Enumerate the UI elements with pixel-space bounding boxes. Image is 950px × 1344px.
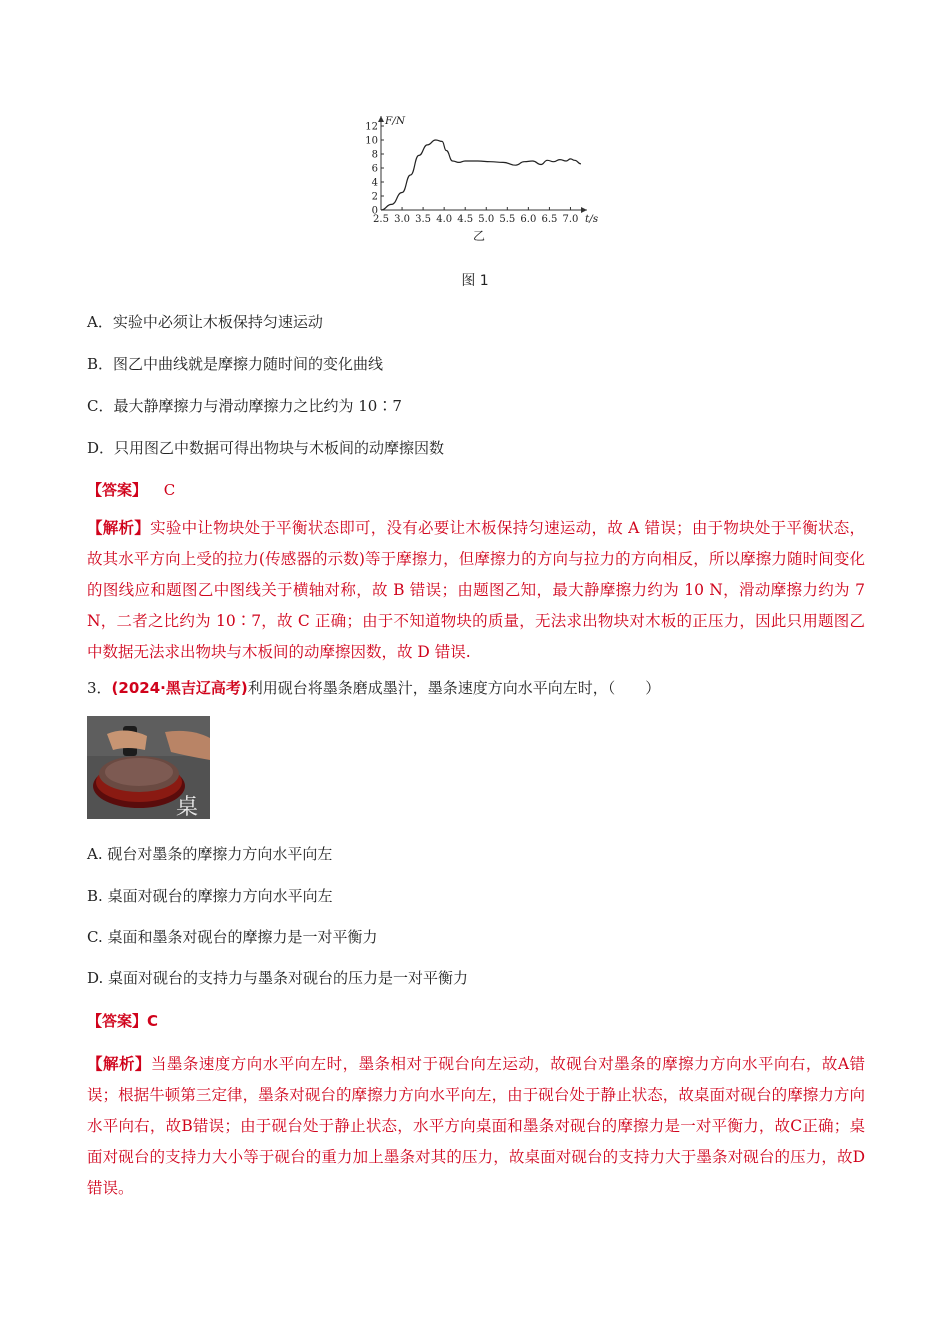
q2-option-c: C．最大静摩擦力与滑动摩擦力之比约为 10∶7 [87,397,402,415]
force-time-chart [360,108,600,248]
inkstone-photo [87,716,210,819]
y-tick-label: 8 [371,149,378,161]
q2-option-b: B．图乙中曲线就是摩擦力随时间的变化曲线 [87,355,384,373]
q3-analysis-label: 【解析】 [87,1055,151,1073]
y-tick-label: 2 [371,191,378,203]
chart-sublabel: 乙 [472,229,486,243]
x-tick-label: 2.5 [373,214,389,225]
photo-desk-label: 桌 [176,795,199,819]
chart-svg [360,108,600,248]
y-tick-label: 6 [371,163,378,175]
q2-analysis-label: 【解析】 [87,519,151,537]
y-axis-label: F/N [385,115,406,127]
q3-stem-text: 利用砚台将墨条磨成墨汁，墨条速度方向水平向左时，（ ） [247,679,661,697]
q3-option-b: B. 桌面对砚台的摩擦力方向水平向左 [87,887,333,905]
q3-analysis [87,1049,865,1204]
figure-caption: 图 1 [461,273,489,289]
q2-option-a: A．实验中必须让木板保持匀速运动 [87,313,323,331]
q2-option-d: D．只用图乙中数据可得出物块与木板间的动摩擦因数 [87,439,445,457]
y-tick-label: 4 [371,177,378,189]
q2-answer-value: C [163,481,176,499]
y-tick-label: 12 [365,121,378,133]
series-line [381,140,581,210]
q3-option-a: A. 砚台对墨条的摩擦力方向水平向左 [87,845,333,863]
q3-answer [87,1010,158,1031]
x-tick-label: 3.5 [415,214,432,225]
q3-analysis-text: 当墨条速度方向水平向左时，墨条相对于砚台向左运动，故砚台对墨条的摩擦力方向水平向右，故A错误；根据牛顿第三定律，墨条对砚台的摩擦力方向水平向左，由于砚台处于静止状态，故桌面对砚台的摩擦力方向水平向右，故B错误；由于砚台处于静止状态，水平方向桌面和墨条对砚台的摩擦力是一对平衡力，故C正确；桌面对砚台的支持力大小等于砚台的重力加上墨条对其的压力，故桌面对砚台的支持力大于墨条对砚台的压力，故D错误。 [87,1055,865,1197]
x-tick-label: 3.0 [394,214,411,225]
x-tick-label: 4.0 [436,214,453,225]
q2-answer [87,479,175,500]
q3-number: 3． [87,679,112,697]
y-axis-arrow [378,116,384,122]
x-tick-label: 6.0 [520,214,537,225]
q3-answer-value: C [147,1012,159,1030]
q3-option-d: D. 桌面对砚台的支持力与墨条对砚台的压力是一对平衡力 [87,969,469,987]
q2-answer-label: 【答案】 [87,481,148,499]
y-tick-label: 0 [371,205,378,217]
x-tick-label: 5.0 [478,214,495,225]
q3-answer-label: 【答案】 [87,1012,148,1030]
x-tick-label: 7.0 [562,214,579,225]
x-tick-label: 4.5 [457,214,474,225]
x-tick-label: 6.5 [541,214,558,225]
q3-source: (2024·黑吉辽高考) [111,679,248,697]
x-axis-label: t/s [585,213,599,225]
x-tick-label: 5.5 [499,214,516,225]
q3-stem [87,677,660,698]
q2-analysis [87,513,865,668]
q3-option-c: C. 桌面和墨条对砚台的摩擦力是一对平衡力 [87,928,378,946]
q2-analysis-text: 实验中让物块处于平衡状态即可，没有必要让木板保持匀速运动，故 A 错误；由于物块处于平衡状态，故其水平方向上受的拉力(传感器的示数)等于摩擦力，但摩擦力的方向与拉力的方向相反，所以摩擦力随时间变化的图线应和题图乙中图线关于横轴对称，故 B 错误；由题图乙知，最大静摩擦力约为 10 N，滑动摩擦力约为 7 N，二者之比约为 10∶7，故 C 正确；由于不知道物块的质量，无法求出物块对木板的正压力，因此只用题图乙中数据无法求出物块与木板间的动摩擦因数，故 D 错误. [87,519,865,661]
y-tick-label: 10 [365,135,378,147]
